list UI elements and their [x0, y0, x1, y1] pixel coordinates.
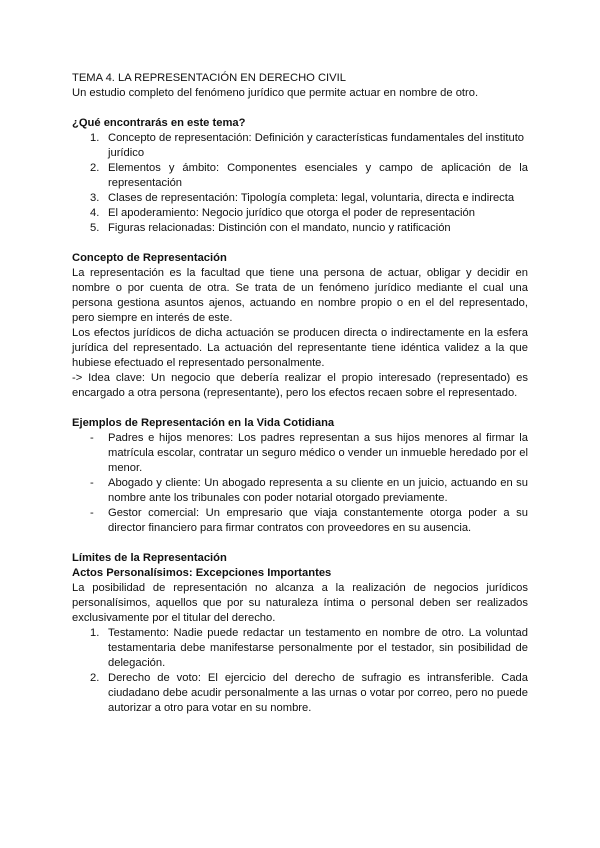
- example-item: - Padres e hijos menores: Los padres representan a sus hijos menores al firmar la matrícula escolar, contratar un seguro médico o vender un inmueble heredado por el menor.: [90, 432, 528, 474]
- toc-item: 3. Clases de representación: Tipología completa: legal, voluntaria, directa e indirecta: [90, 192, 515, 204]
- toc-item: 2. Elementos y ámbito: Componentes esenciales y campo de aplicación de la representación: [90, 162, 528, 189]
- concept-paragraph: La representación es la facultad que tiene una persona de actuar, obligar y decidir en nombre o por cuenta de otra. Se trata de un fenómeno jurídico mediante el cual una persona gestiona asuntos ajenos, actuando en nombre propio o en el del representado, pero siempre en interés de este.: [72, 267, 528, 324]
- examples-list: [72, 431, 528, 536]
- limit-item: 2. Derecho de voto: El ejercicio del derecho de sufragio es intransferible. Cada ciudadano debe acudir personalmente a las urnas o votar por correo, pero no puede autorizar a otro para votar en su nombre.: [90, 672, 528, 714]
- limits-subheading: Actos Personalísimos: Excepciones Importantes: [72, 567, 332, 579]
- concept-heading: Concepto de Representación: [72, 252, 227, 264]
- concept-paragraph: Los efectos jurídicos de dicha actuación se producen directa o indirectamente en la esfera jurídica del representado. La actuación del representante tiene idéntica validez a la que hubiese efectuado el representado personalmente.: [72, 327, 528, 369]
- limits-intro: La posibilidad de representación no alcanza a la realización de negocios jurídicos personalísimos, aquellos que por su naturaleza íntima o personal deben ser realizados exclusivamente por el titular del derecho.: [72, 582, 528, 624]
- document-title: TEMA 4. LA REPRESENTACIÓN EN DERECHO CIVIL: [72, 72, 346, 84]
- toc-item: 5. Figuras relacionadas: Distinción con el mandato, nuncio y ratificación: [90, 222, 451, 234]
- toc-heading: ¿Qué encontrarás en este tema?: [72, 117, 246, 129]
- examples-heading: Ejemplos de Representación en la Vida Cotidiana: [72, 417, 335, 429]
- limit-item: 1. Testamento: Nadie puede redactar un testamento en nombre de otro. La voluntad testamentaria debe manifestarse personalmente por el testador, sin posibilidad de delegación.: [90, 627, 528, 669]
- key-idea-paragraph: -> Idea clave: Un negocio que debería realizar el propio interesado (representado) es encargado a otra persona (representante), pero los efectos recaen sobre el representado.: [72, 372, 528, 399]
- toc-list: [72, 131, 528, 236]
- document-body: [72, 71, 528, 716]
- toc-item: 4. El apoderamiento: Negocio jurídico que otorga el poder de representación: [90, 207, 475, 219]
- limits-list: [72, 626, 528, 716]
- document-subtitle: Un estudio completo del fenómeno jurídico que permite actuar en nombre de otro.: [72, 87, 479, 99]
- example-item: - Gestor comercial: Un empresario que viaja constantemente otorga poder a su director financiero para firmar contratos con proveedores en su ausencia.: [90, 507, 528, 534]
- limits-heading: Límites de la Representación: [72, 552, 227, 564]
- example-item: - Abogado y cliente: Un abogado representa a su cliente en un juicio, actuando en su nombre ante los tribunales con poder notarial otorgado previamente.: [90, 477, 528, 504]
- toc-item: 1. Concepto de representación: Definición y características fundamentales del instituto jurídico: [90, 132, 525, 159]
